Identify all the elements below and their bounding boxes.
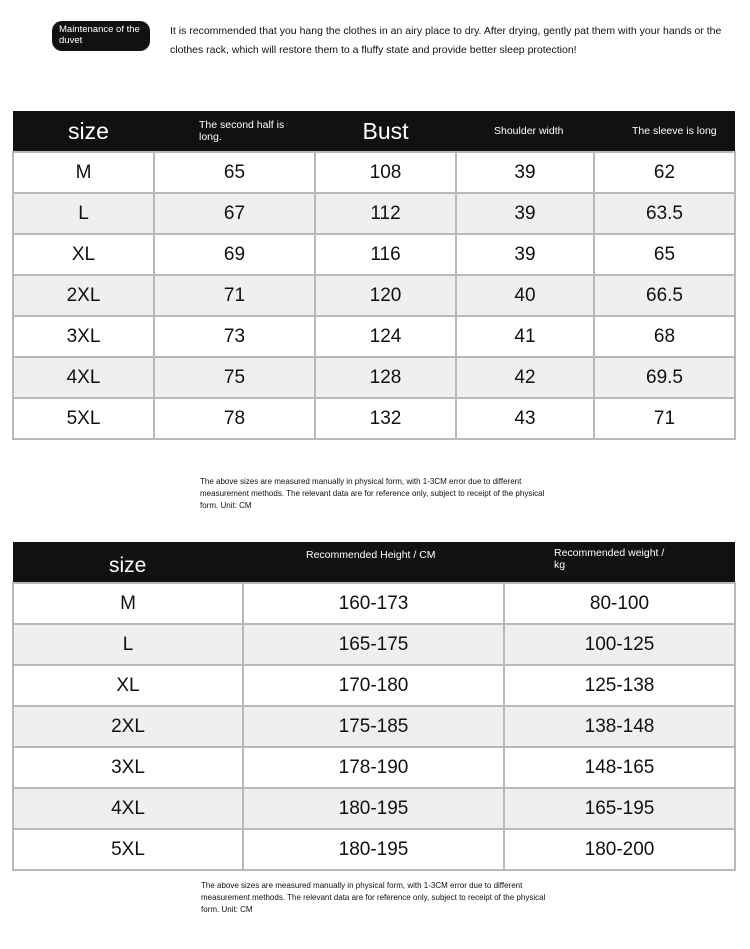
table-cell: 108 <box>315 152 456 193</box>
table-cell: 39 <box>456 152 594 193</box>
recommendation-body <box>13 583 735 870</box>
table-cell: 165-195 <box>504 788 735 829</box>
table-cell: 4XL <box>13 788 243 829</box>
table-cell: XL <box>13 665 243 706</box>
table-cell: 62 <box>594 152 735 193</box>
table-cell: 100-125 <box>504 624 735 665</box>
table-cell: 120 <box>315 275 456 316</box>
table-row <box>13 624 735 665</box>
header-recommended-weight: Recommended weight / kg <box>504 542 735 583</box>
table-cell: 128 <box>315 357 456 398</box>
table-cell: 160-173 <box>243 583 504 624</box>
table-cell: L <box>13 624 243 665</box>
table-row <box>13 316 735 357</box>
table-cell: 175-185 <box>243 706 504 747</box>
table-cell: 40 <box>456 275 594 316</box>
table-row <box>13 706 735 747</box>
table-cell: 69 <box>154 234 315 275</box>
table-cell: 2XL <box>13 706 243 747</box>
table-cell: 43 <box>456 398 594 439</box>
table-cell: 125-138 <box>504 665 735 706</box>
table-cell: M <box>13 152 154 193</box>
table-cell: XL <box>13 234 154 275</box>
table-cell: L <box>13 193 154 234</box>
table-cell: 69.5 <box>594 357 735 398</box>
table-cell: 66.5 <box>594 275 735 316</box>
table-cell: 180-195 <box>243 788 504 829</box>
care-badge: Maintenance of the duvet <box>52 21 150 51</box>
table-row <box>13 193 735 234</box>
recommendation-table <box>12 542 736 871</box>
table-cell: 138-148 <box>504 706 735 747</box>
table-cell: 75 <box>154 357 315 398</box>
table-row <box>13 788 735 829</box>
header-recommended-height: Recommended Height / CM <box>243 542 504 583</box>
table-cell: 124 <box>315 316 456 357</box>
table-cell: 80-100 <box>504 583 735 624</box>
table-cell: 180-195 <box>243 829 504 870</box>
table-cell: 42 <box>456 357 594 398</box>
header-size: size <box>13 111 154 152</box>
table-cell: 4XL <box>13 357 154 398</box>
table-cell: 132 <box>315 398 456 439</box>
table-row <box>13 398 735 439</box>
header-sleeve-length: The sleeve is long <box>594 111 735 152</box>
table-cell: 5XL <box>13 829 243 870</box>
table-row <box>13 152 735 193</box>
table-cell: 116 <box>315 234 456 275</box>
table-cell: 65 <box>154 152 315 193</box>
table-cell: 3XL <box>13 747 243 788</box>
table-cell: 71 <box>154 275 315 316</box>
measurement-note: The above sizes are measured manually in physical form, with 1-3CM error due to different measurement methods. The relevant data are for reference only, subject to receipt of the physical form. Unit: CM <box>200 477 545 510</box>
table-row <box>13 275 735 316</box>
table-cell: 78 <box>154 398 315 439</box>
table-cell: 65 <box>594 234 735 275</box>
table-cell: 39 <box>456 193 594 234</box>
table-row <box>13 234 735 275</box>
table-row <box>13 665 735 706</box>
table-cell: 3XL <box>13 316 154 357</box>
header-size: size <box>13 542 243 583</box>
table-row <box>13 583 735 624</box>
table-cell: 2XL <box>13 275 154 316</box>
table-cell: 112 <box>315 193 456 234</box>
header-bust: Bust <box>315 111 456 152</box>
table-cell: 39 <box>456 234 594 275</box>
table-cell: 148-165 <box>504 747 735 788</box>
care-instructions: It is recommended that you hang the clothes in an airy place to dry. After drying, gently pat them with your hands or the clothes rack, which will restore them to a fluffy state and provide better sleep protection! <box>170 25 722 56</box>
table-cell: 180-200 <box>504 829 735 870</box>
table-row <box>13 747 735 788</box>
size-chart-body <box>13 152 735 439</box>
size-chart-table <box>12 111 736 440</box>
table-cell: M <box>13 583 243 624</box>
table-cell: 67 <box>154 193 315 234</box>
recommendation-header-row <box>13 542 735 583</box>
measurement-note-bottom: The above sizes are measured manually in physical form, with 1-3CM error due to different measurement methods. The relevant data are for reference only, subject to receipt of the physical form. Unit: CM <box>201 881 546 914</box>
table-cell: 73 <box>154 316 315 357</box>
table-cell: 41 <box>456 316 594 357</box>
header-back-length: The second half is long. <box>154 111 315 152</box>
size-chart-header-row <box>13 111 735 152</box>
table-cell: 165-175 <box>243 624 504 665</box>
header-shoulder-width: Shoulder width <box>456 111 594 152</box>
table-cell: 71 <box>594 398 735 439</box>
table-cell: 178-190 <box>243 747 504 788</box>
table-row <box>13 829 735 870</box>
table-cell: 170-180 <box>243 665 504 706</box>
table-row <box>13 357 735 398</box>
table-cell: 5XL <box>13 398 154 439</box>
table-cell: 68 <box>594 316 735 357</box>
table-cell: 63.5 <box>594 193 735 234</box>
